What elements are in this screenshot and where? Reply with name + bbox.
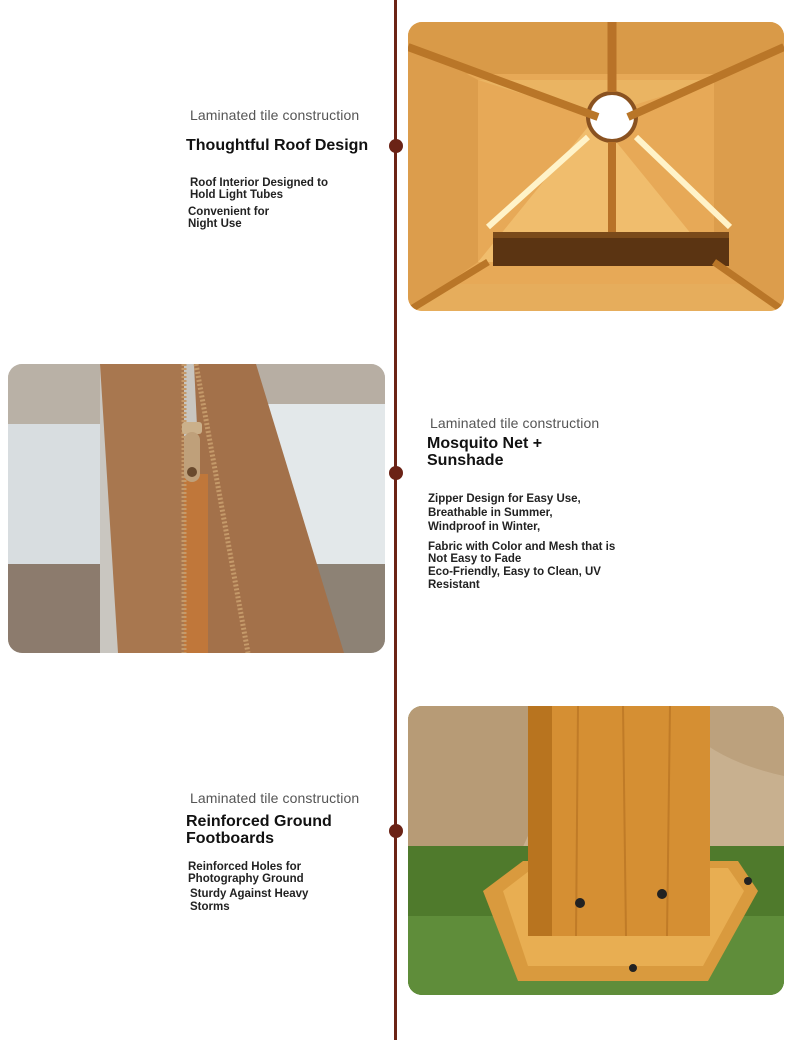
feature-note: Sturdy Against Heavy Storms [190,888,309,913]
gazebo-roof-interior-photo [408,22,784,311]
section-heading: Reinforced Ground Footboards [186,813,332,847]
feature-note: Eco-Friendly, Easy to Clean, UV Resistant [428,566,601,591]
timeline-dot-net [389,466,403,480]
feature-note: Reinforced Holes for Photography Ground [188,861,304,885]
feature-note: Convenient for Night Use [188,206,270,230]
feature-note: Fabric with Color and Mesh that is Not Easy to Fade [428,541,616,565]
timeline-dot-roof [389,139,403,153]
section-eyebrow: Laminated tile construction [190,790,360,806]
timeline-line [394,0,397,1040]
timeline-dot-footboard [389,824,403,838]
feature-note: Zipper Design for Easy Use, Breathable in Summer, Windproof in Winter, [428,493,581,533]
feature-note: Roof Interior Designed to Hold Light Tubes [190,177,328,201]
section-eyebrow: Laminated tile construction [190,107,360,123]
section-heading: Thoughtful Roof Design [186,137,369,154]
wooden-post-footboard-photo [408,706,784,995]
section-eyebrow: Laminated tile construction [430,415,600,431]
section-heading: Mosquito Net + Sunshade [427,435,543,469]
zipper-mosquito-net-photo [8,364,385,653]
